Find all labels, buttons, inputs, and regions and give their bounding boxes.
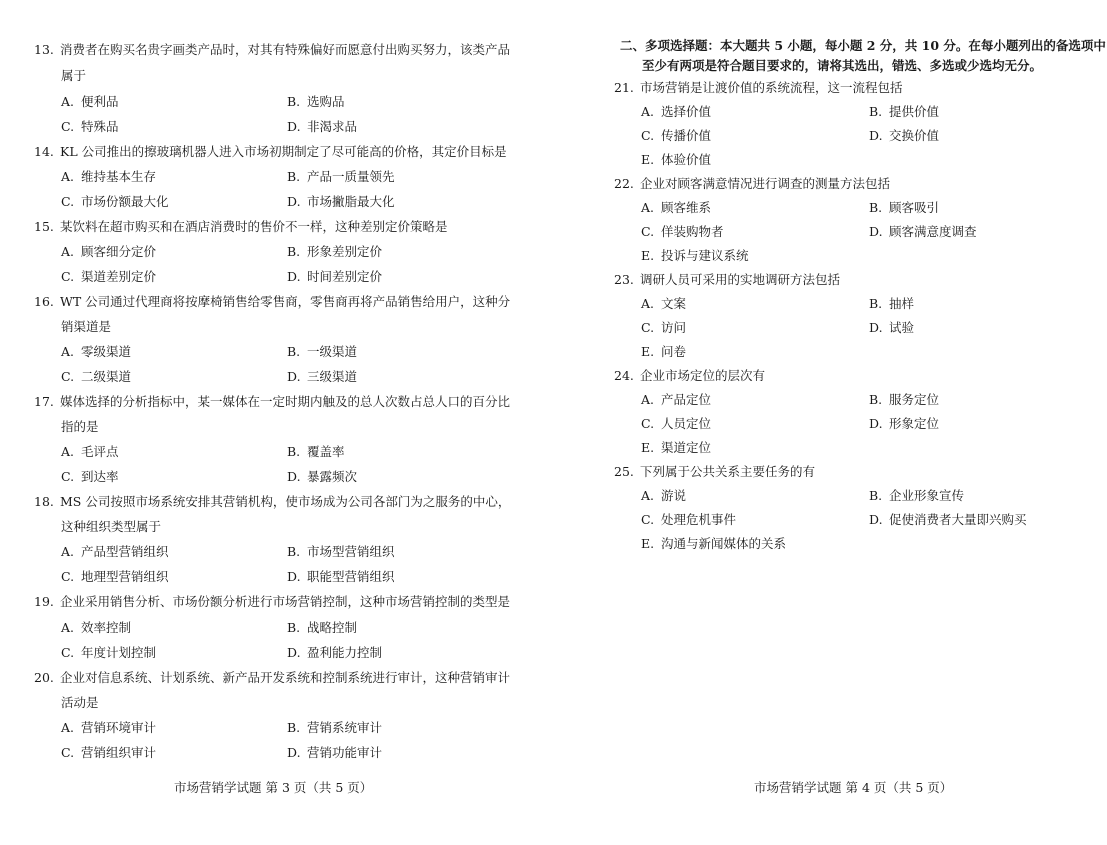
option-c: C. 处理危机事件 bbox=[641, 512, 737, 527]
question-18: 18. MS 公司按照市场系统安排其营销机构，使市场成为公司各部门为之服务的中心， bbox=[34, 494, 511, 509]
option-d: D. 时间差别定价 bbox=[287, 269, 383, 284]
option-e: E. 投诉与建议系统 bbox=[641, 248, 749, 263]
option-d: D. 三级渠道 bbox=[287, 369, 358, 384]
option-d: D. 非渴求品 bbox=[287, 119, 358, 134]
option-d: D. 交换价值 bbox=[869, 128, 940, 143]
option-d: D. 暴露频次 bbox=[287, 469, 358, 484]
option-b: B. 形象差别定价 bbox=[287, 244, 383, 259]
option-b: B. 营销系统审计 bbox=[287, 720, 383, 735]
option-e: E. 渠道定位 bbox=[641, 440, 712, 455]
option-a: A. 效率控制 bbox=[61, 620, 132, 635]
section-heading: 二、多项选择题：本大题共 5 小题，每小题 2 分，共 10 分。在每小题列出的备选项中 bbox=[620, 38, 1106, 53]
option-a: A. 顾客细分定价 bbox=[61, 244, 157, 259]
question-text-cont: 指的是 bbox=[61, 419, 99, 434]
question-text-cont: 销渠道是 bbox=[61, 319, 112, 334]
option-c: C. 特殊品 bbox=[61, 119, 119, 134]
option-c: C. 市场份额最大化 bbox=[61, 194, 169, 209]
option-c: C. 地理型营销组织 bbox=[61, 569, 169, 584]
question-text: 调研人员可采用的实地调研方法包括 bbox=[640, 272, 841, 287]
option-a: A. 选择价值 bbox=[641, 104, 712, 119]
option-c: C. 到达率 bbox=[61, 469, 119, 484]
question-19: 19. 企业采用销售分析、市场份额分析进行市场营销控制，这种市场营销控制的类型是 bbox=[34, 594, 511, 609]
option-d: D. 形象定位 bbox=[869, 416, 940, 431]
question-text-cont: 属于 bbox=[61, 68, 87, 83]
option-d: D. 营销功能审计 bbox=[287, 745, 383, 760]
option-e: E. 体验价值 bbox=[641, 152, 712, 167]
option-a: A. 毛评点 bbox=[61, 444, 119, 459]
question-text: 企业对信息系统、计划系统、新产品开发系统和控制系统进行审计，这种营销审计 bbox=[60, 670, 511, 685]
question-text: KL 公司推出的擦玻璃机器人进入市场初期制定了尽可能高的价格，其定价目标是 bbox=[60, 144, 507, 159]
question-text-cont: 这种组织类型属于 bbox=[61, 519, 162, 534]
question-15: 15. 某饮料在超市购买和在酒店消费时的售价不一样，这种差别定价策略是 bbox=[34, 219, 448, 234]
option-c: C. 渠道差别定价 bbox=[61, 269, 157, 284]
option-a: A. 游说 bbox=[641, 488, 687, 503]
option-b: B. 市场型营销组织 bbox=[287, 544, 395, 559]
page-footer: 市场营销学试题 第 4 页（共 5 页） bbox=[754, 780, 953, 795]
option-a: A. 产品定位 bbox=[641, 392, 712, 407]
option-b: B. 抽样 bbox=[869, 296, 915, 311]
option-b: B. 产品一质量领先 bbox=[287, 169, 395, 184]
question-text: 企业市场定位的层次有 bbox=[640, 368, 766, 383]
page-footer: 市场营销学试题 第 3 页（共 5 页） bbox=[174, 780, 373, 795]
option-a: A. 顾客维系 bbox=[641, 200, 712, 215]
option-b: B. 战略控制 bbox=[287, 620, 358, 635]
option-a: A. 维持基本生存 bbox=[61, 169, 157, 184]
question-16: 16. WT 公司通过代理商将按摩椅销售给零售商，零售商再将产品销售给用户，这种分 bbox=[34, 294, 511, 309]
question-text: WT 公司通过代理商将按摩椅销售给零售商，零售商再将产品销售给用户，这种分 bbox=[60, 294, 511, 309]
question-17: 17. 媒体选择的分析指标中，某一媒体在一定时期内触及的总人次数占总人口的百分比 bbox=[34, 394, 511, 409]
option-a: A. 零级渠道 bbox=[61, 344, 132, 359]
question-22: 22. 企业对顾客满意情况进行调查的测量方法包括 bbox=[614, 176, 891, 191]
option-b: B. 一级渠道 bbox=[287, 344, 358, 359]
option-d: D. 顾客满意度调查 bbox=[869, 224, 977, 239]
question-text-cont: 活动是 bbox=[61, 695, 99, 710]
option-d: D. 促使消费者大量即兴购买 bbox=[869, 512, 1027, 527]
question-23: 23. 调研人员可采用的实地调研方法包括 bbox=[614, 272, 841, 287]
option-b: B. 服务定位 bbox=[869, 392, 940, 407]
question-21: 21. 市场营销是让渡价值的系统流程，这一流程包括 bbox=[614, 80, 903, 95]
option-c: C. 年度计划控制 bbox=[61, 645, 157, 660]
question-text: MS 公司按照市场系统安排其营销机构，使市场成为公司各部门为之服务的中心， bbox=[60, 494, 511, 509]
option-d: D. 试验 bbox=[869, 320, 915, 335]
option-d: D. 盈利能力控制 bbox=[287, 645, 383, 660]
option-b: B. 企业形象宣传 bbox=[869, 488, 965, 503]
option-c: C. 佯装购物者 bbox=[641, 224, 724, 239]
option-d: D. 市场撇脂最大化 bbox=[287, 194, 395, 209]
question-24: 24. 企业市场定位的层次有 bbox=[614, 368, 766, 383]
option-a: A. 营销环境审计 bbox=[61, 720, 157, 735]
question-text: 下列属于公共关系主要任务的有 bbox=[640, 464, 816, 479]
question-text: 消费者在购买名贵字画类产品时，对其有特殊偏好而愿意付出购买努力，该类产品 bbox=[60, 42, 511, 57]
section-heading-cont: 至少有两项是符合题目要求的，请将其选出，错选、多选或少选均无分。 bbox=[642, 58, 1043, 73]
option-a: A. 便利品 bbox=[61, 94, 119, 109]
option-b: B. 覆盖率 bbox=[287, 444, 345, 459]
question-13: 13. 消费者在购买名贵字画类产品时，对其有特殊偏好而愿意付出购买努力，该类产品 bbox=[34, 42, 511, 57]
option-c: C. 营销组织审计 bbox=[61, 745, 157, 760]
option-e: E. 沟通与新闻媒体的关系 bbox=[641, 536, 787, 551]
option-b: B. 顾客吸引 bbox=[869, 200, 940, 215]
option-d: D. 职能型营销组织 bbox=[287, 569, 395, 584]
option-c: C. 传播价值 bbox=[641, 128, 712, 143]
option-c: C. 二级渠道 bbox=[61, 369, 132, 384]
question-25: 25. 下列属于公共关系主要任务的有 bbox=[614, 464, 816, 479]
question-text: 市场营销是让渡价值的系统流程，这一流程包括 bbox=[640, 80, 903, 95]
option-b: B. 提供价值 bbox=[869, 104, 940, 119]
question-14: 14. KL 公司推出的擦玻璃机器人进入市场初期制定了尽可能高的价格，其定价目标是 bbox=[34, 144, 507, 159]
option-c: C. 访问 bbox=[641, 320, 687, 335]
question-text: 某饮料在超市购买和在酒店消费时的售价不一样，这种差别定价策略是 bbox=[60, 219, 448, 234]
option-c: C. 人员定位 bbox=[641, 416, 712, 431]
option-a: A. 文案 bbox=[641, 296, 687, 311]
question-text: 企业对顾客满意情况进行调查的测量方法包括 bbox=[640, 176, 891, 191]
option-e: E. 问卷 bbox=[641, 344, 687, 359]
option-b: B. 选购品 bbox=[287, 94, 345, 109]
option-a: A. 产品型营销组织 bbox=[61, 544, 169, 559]
question-20: 20. 企业对信息系统、计划系统、新产品开发系统和控制系统进行审计，这种营销审计 bbox=[34, 670, 511, 685]
question-text: 媒体选择的分析指标中，某一媒体在一定时期内触及的总人次数占总人口的百分比 bbox=[60, 394, 511, 409]
question-text: 企业采用销售分析、市场份额分析进行市场营销控制，这种市场营销控制的类型是 bbox=[60, 594, 511, 609]
